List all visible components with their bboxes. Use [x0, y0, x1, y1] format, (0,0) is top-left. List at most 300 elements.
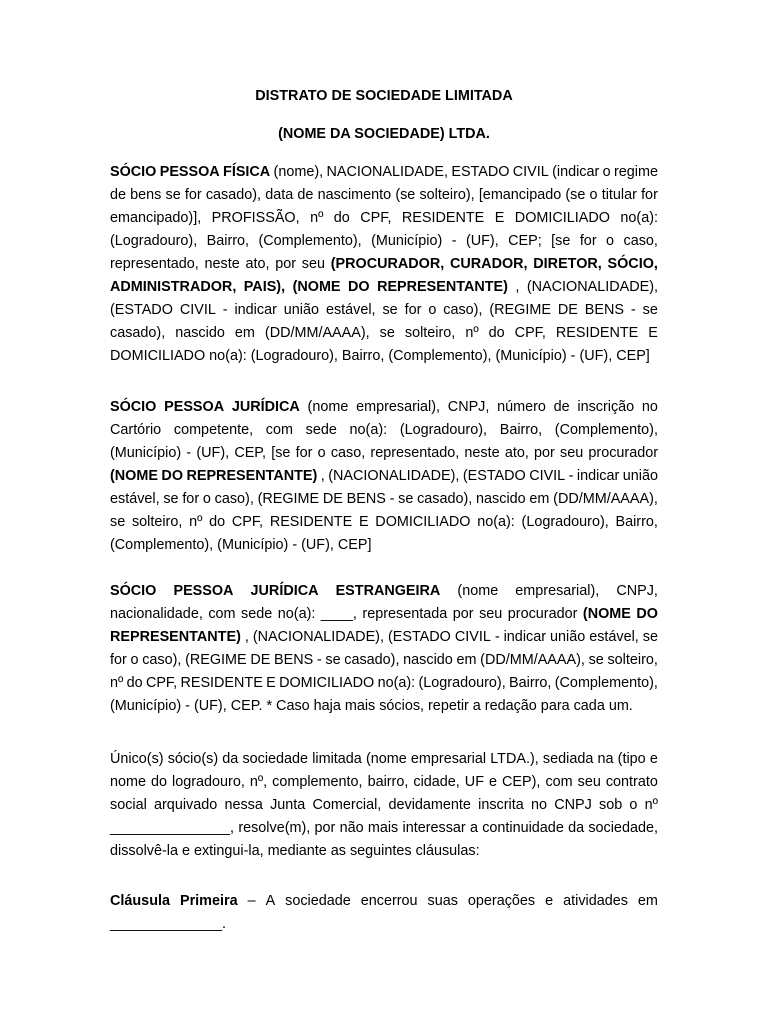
word: no(a): — [349, 422, 388, 438]
word: , — [515, 279, 520, 295]
word: DE — [557, 302, 578, 318]
word: indicar — [503, 629, 547, 645]
word: (Complemento), — [554, 675, 658, 691]
word: com — [208, 606, 236, 622]
word: de — [297, 187, 314, 203]
word: data — [265, 187, 294, 203]
word: não — [339, 820, 364, 836]
text-line — [110, 419, 658, 442]
word: ato, — [245, 256, 270, 272]
word: (Município) — [110, 445, 182, 461]
word: logradouro, — [172, 774, 245, 790]
word: nº — [644, 797, 658, 813]
text-line — [110, 299, 658, 322]
word: REPRESENTANTE) — [186, 468, 318, 484]
word: de — [110, 187, 127, 203]
word: estável, — [325, 302, 376, 318]
word: suas — [427, 893, 458, 909]
word: sócio(s) — [167, 751, 219, 767]
word: Primeira — [179, 893, 238, 909]
word: (tipo — [617, 751, 646, 767]
word: casado), — [205, 187, 262, 203]
word: ESTRANGEIRA — [335, 583, 441, 599]
word: (nome — [307, 399, 349, 415]
text-line — [110, 580, 658, 603]
word: no(a): — [620, 210, 658, 226]
word: em — [637, 893, 658, 909]
word: (NACIONALIDADE), — [252, 629, 384, 645]
word: caso), — [214, 491, 254, 507]
word: do — [151, 774, 168, 790]
word: (nome — [365, 751, 407, 767]
text-line — [110, 511, 658, 534]
word: nacionalidade, — [110, 606, 203, 622]
word: social — [110, 797, 147, 813]
word: casado), — [344, 652, 400, 668]
text-line — [110, 890, 658, 913]
word: - — [186, 445, 192, 461]
word: - — [494, 629, 500, 645]
word: (Complemento), — [554, 422, 658, 438]
word: CIVIL — [529, 468, 566, 484]
paragraph-socio-pessoa-juridica — [110, 396, 658, 557]
word: NACIONALIDADE, — [326, 164, 449, 180]
word: empresarial — [410, 751, 487, 767]
word: o — [606, 233, 615, 249]
word: limitada — [312, 751, 362, 767]
word: for — [579, 233, 597, 249]
word: inscrita — [478, 797, 524, 813]
word: se — [398, 491, 414, 507]
word: (Logradouro), — [399, 422, 488, 438]
word: união — [283, 302, 320, 318]
document-title: DISTRATO DE SOCIEDADE LIMITADA — [255, 88, 513, 104]
word: caso), — [142, 652, 182, 668]
word: se — [110, 514, 126, 530]
word: for — [182, 491, 200, 507]
word: ____, — [320, 606, 357, 622]
word: e — [545, 893, 554, 909]
word: nessa — [224, 797, 263, 813]
word: CNPJ, — [616, 583, 658, 599]
word: se — [642, 302, 658, 318]
word: o — [317, 445, 326, 461]
word: DOMICILIADO — [375, 514, 471, 530]
word: RESIDENTE — [180, 675, 263, 691]
word: caso, — [623, 233, 658, 249]
word: Cláusula — [110, 893, 170, 909]
word: BENS — [346, 491, 386, 507]
word: (REGIME — [185, 652, 247, 668]
word: CNPJ, — [447, 399, 490, 415]
word: (PROCURADOR, — [330, 256, 445, 272]
word: nascimento — [317, 187, 392, 203]
word: representada — [362, 606, 448, 622]
word: o — [130, 652, 139, 668]
word: continuidade — [482, 820, 564, 836]
word: estável, — [110, 491, 160, 507]
paragraph-socio-pessoa-fisica — [110, 161, 658, 368]
word: titular — [601, 187, 637, 203]
word: sociedade — [242, 751, 309, 767]
word: se — [165, 187, 181, 203]
word: com — [545, 774, 573, 790]
word: (nome), — [273, 164, 324, 180]
company-name-heading: (NOME DA SOCIEDADE) LTDA. — [278, 126, 490, 142]
word: - — [222, 302, 228, 318]
word: - — [568, 468, 574, 484]
word: arquivado — [154, 797, 218, 813]
text: DOMICILIADO no(a): (Logradouro), Bairro, (Complemento), (Município) - (UF), CEP] — [110, 348, 650, 364]
word: empresarial), — [515, 583, 600, 599]
text-line — [110, 771, 658, 794]
word: PAIS), — [243, 279, 286, 295]
word: o — [629, 797, 638, 813]
word: DE — [250, 652, 271, 668]
word: [se — [551, 233, 571, 249]
word: - — [630, 302, 636, 318]
word: se — [382, 302, 398, 318]
word: BENS — [584, 302, 624, 318]
word: estável, — [589, 629, 639, 645]
word: sociedade, — [588, 820, 658, 836]
text-line — [110, 534, 658, 557]
text-line — [110, 649, 658, 672]
word: RESIDENTE — [555, 325, 639, 341]
word: sob — [599, 797, 623, 813]
word: seu — [577, 774, 601, 790]
text: (Complemento), (Município) - (UF), CEP] — [110, 537, 372, 553]
word: DIRETOR, — [533, 256, 602, 272]
word: CNPJ — [554, 797, 592, 813]
text-line — [110, 626, 658, 649]
text-line — [110, 207, 658, 230]
word: nº — [189, 514, 203, 530]
text-line — [110, 276, 658, 299]
text-line — [110, 345, 658, 368]
word: com — [265, 422, 293, 438]
word: do — [209, 514, 226, 530]
word: em — [456, 652, 477, 668]
word: DE — [322, 491, 343, 507]
word: for — [110, 652, 127, 668]
word: LTDA.), — [490, 751, 539, 767]
text-line — [110, 913, 658, 936]
word: união — [550, 629, 586, 645]
word: (REGIME — [489, 302, 551, 318]
word: DO — [636, 606, 658, 622]
word: no — [641, 399, 658, 415]
text-line — [110, 230, 658, 253]
word: - — [389, 491, 395, 507]
text-line — [110, 396, 658, 419]
word: Bairro, — [499, 422, 543, 438]
word: (REGIME — [257, 491, 320, 507]
word: casado), — [110, 325, 166, 341]
word: Bairro, — [509, 675, 552, 691]
word: (se — [565, 187, 586, 203]
text: ______________. — [110, 916, 227, 932]
word: CPF, — [231, 514, 264, 530]
word: (ESTADO — [462, 468, 526, 484]
word: ADMINISTRADOR, — [110, 279, 237, 295]
word: sede — [241, 606, 273, 622]
word: SÓCIO — [110, 164, 157, 180]
word: (nome — [457, 583, 499, 599]
text-line — [110, 672, 658, 695]
word: emancipado)], — [110, 210, 202, 226]
text-line — [110, 322, 658, 345]
word: nascido — [175, 325, 225, 341]
word: a — [469, 820, 478, 836]
word: inscrição — [577, 399, 635, 415]
word: no — [530, 797, 547, 813]
word: SÓCIO, — [607, 256, 658, 272]
word: em — [529, 491, 550, 507]
paragraph-clausula-primeira — [110, 890, 658, 936]
word: JURÍDICA — [231, 399, 300, 415]
word: (NACIONALIDADE), — [526, 279, 658, 295]
word: do — [488, 325, 505, 341]
word: , — [244, 629, 249, 645]
word: (DD/MM/AAAA), — [264, 325, 370, 341]
paragraph-unicos-socios — [110, 748, 658, 863]
text-line — [110, 253, 658, 276]
word: solteiro), — [419, 187, 475, 203]
word: operações — [467, 893, 536, 909]
text: (Município) - (UF), CEP. * Caso haja mais sócios, repetir a redação para cada um. — [110, 698, 633, 714]
word: Bairro, — [615, 514, 658, 530]
word: nascido — [476, 491, 526, 507]
word: (indicar — [552, 164, 600, 180]
word: (se — [395, 187, 416, 203]
word: no(a): — [277, 606, 316, 622]
word: SÓCIO — [110, 399, 157, 415]
word: sede — [305, 422, 337, 438]
text-line — [110, 161, 658, 184]
word: do — [126, 675, 143, 691]
word: for — [404, 302, 422, 318]
word: _______________, — [110, 820, 235, 836]
text-line — [110, 840, 658, 863]
word: nº — [310, 210, 324, 226]
word: REPRESENTANTE) — [110, 629, 241, 645]
word: união — [622, 468, 658, 484]
word: se — [379, 325, 395, 341]
word: REPRESENTANTE) — [377, 279, 508, 295]
word: seu — [560, 445, 584, 461]
word: (NOME — [110, 468, 158, 484]
word: E — [494, 210, 505, 226]
word: for — [184, 187, 202, 203]
word: CIVIL — [454, 629, 491, 645]
word: CEP; — [508, 233, 542, 249]
word: (NACIONALIDADE), — [328, 468, 460, 484]
word: CEP), — [502, 774, 541, 790]
word: [emancipado — [478, 187, 562, 203]
word: no(a): — [377, 675, 416, 691]
word: devidamente — [388, 797, 471, 813]
word: BENS — [274, 652, 314, 668]
word: DO — [348, 279, 370, 295]
word: seu — [479, 606, 503, 622]
word: interessar — [402, 820, 466, 836]
text-line — [110, 488, 658, 511]
word: (ESTADO — [110, 302, 173, 318]
word: indicar — [234, 302, 277, 318]
word: nº — [110, 675, 124, 691]
word: (DD/MM/AAAA), — [480, 652, 585, 668]
word: neste — [464, 445, 500, 461]
word: [se — [271, 445, 291, 461]
word: por — [534, 445, 555, 461]
word: bairro, — [367, 774, 409, 790]
word: procurador — [507, 606, 578, 622]
word: - — [451, 233, 457, 249]
word: – — [247, 893, 256, 909]
word: for — [295, 445, 313, 461]
word: , — [320, 468, 325, 484]
word: indicar — [576, 468, 620, 484]
word: do — [333, 210, 350, 226]
word: solteiro, — [607, 652, 658, 668]
word: se — [642, 629, 658, 645]
word: resolve(m), — [238, 820, 311, 836]
word: Bairro, — [206, 233, 250, 249]
word: regime — [613, 164, 658, 180]
word: número — [497, 399, 546, 415]
word: CPF, — [360, 210, 392, 226]
word: atividades — [563, 893, 628, 909]
word: CPF, — [145, 675, 178, 691]
text-line — [110, 817, 658, 840]
word: o — [428, 302, 437, 318]
text-line — [110, 442, 658, 465]
word: (Município) — [371, 233, 443, 249]
word: solteiro, — [131, 514, 183, 530]
word: SÓCIO — [110, 583, 157, 599]
text-line — [110, 465, 658, 488]
word: PROFISSÃO, — [211, 210, 300, 226]
word: se — [163, 491, 179, 507]
word: complemento, — [272, 774, 363, 790]
word: - — [316, 652, 322, 668]
word: contrato — [605, 774, 658, 790]
word: DO — [161, 468, 184, 484]
word: E — [266, 675, 276, 691]
word: caso, — [330, 445, 366, 461]
word: nº, — [249, 774, 268, 790]
word: casado), — [417, 491, 473, 507]
word: CEP, — [234, 445, 267, 461]
word: (Logradouro), — [521, 514, 609, 530]
word: (NOME — [582, 606, 631, 622]
word: E — [358, 514, 369, 530]
word: mais — [367, 820, 399, 836]
word: PESSOA — [159, 164, 220, 180]
word: Junta — [270, 797, 306, 813]
word: CURADOR, — [450, 256, 528, 272]
word: e — [649, 751, 658, 767]
word: nome — [110, 774, 146, 790]
word: o — [202, 491, 211, 507]
word: representado, — [370, 445, 460, 461]
word: o — [602, 164, 611, 180]
word: DOMICILIADO — [279, 675, 375, 691]
word: por — [452, 606, 474, 622]
word: Cartório — [110, 422, 162, 438]
word: DOMICILIADO — [514, 210, 610, 226]
text-line — [110, 794, 658, 817]
word: FÍSICA — [223, 164, 271, 180]
word: procurador — [588, 445, 658, 461]
word: o — [589, 187, 598, 203]
word: ato, — [504, 445, 529, 461]
text-line — [110, 184, 658, 207]
word: CIVIL — [179, 302, 216, 318]
word: (UF), — [196, 445, 230, 461]
word: no(a): — [477, 514, 515, 530]
word: empresarial), — [356, 399, 441, 415]
word: em — [234, 325, 255, 341]
word: sociedade — [285, 893, 351, 909]
word: UF — [464, 774, 484, 790]
word: (NOME — [292, 279, 341, 295]
word: A — [265, 893, 276, 909]
word: CIVIL — [512, 164, 549, 180]
word: ESTADO — [451, 164, 510, 180]
word: (DD/MM/AAAA), — [553, 491, 658, 507]
word: nº — [465, 325, 479, 341]
word: e — [489, 774, 498, 790]
word: RESIDENTE — [269, 514, 353, 530]
word: PESSOA — [173, 583, 234, 599]
text-line — [110, 748, 658, 771]
word: de — [553, 399, 570, 415]
word: se — [325, 652, 341, 668]
word: neste — [204, 256, 240, 272]
word: CPF, — [514, 325, 546, 341]
word: (UF), — [465, 233, 499, 249]
text: dissolvê-la e extingui-la, mediante as seguintes cláusulas: — [110, 843, 480, 859]
word: na — [597, 751, 614, 767]
word: por — [314, 820, 336, 836]
word: por — [275, 256, 297, 272]
word: bens — [130, 187, 162, 203]
word: (ESTADO — [387, 629, 451, 645]
paragraph-socio-pessoa-juridica-estrangeira — [110, 580, 658, 718]
word: (Logradouro), — [110, 233, 198, 249]
word: representado, — [110, 256, 199, 272]
word: Comercial, — [312, 797, 382, 813]
word: E — [648, 325, 658, 341]
word: (Logradouro), — [418, 675, 506, 691]
text-line — [110, 695, 658, 718]
word: da — [568, 820, 585, 836]
word: JURÍDICA — [250, 583, 319, 599]
word: PESSOA — [164, 399, 225, 415]
word: encerrou — [360, 893, 418, 909]
word: nascido — [403, 652, 453, 668]
word: seu — [301, 256, 325, 272]
word: cidade, — [413, 774, 460, 790]
word: da — [222, 751, 239, 767]
word: se — [588, 652, 604, 668]
word: RESIDENTE — [401, 210, 485, 226]
word: sediada — [542, 751, 594, 767]
word: competente, — [173, 422, 254, 438]
text-line — [110, 603, 658, 626]
